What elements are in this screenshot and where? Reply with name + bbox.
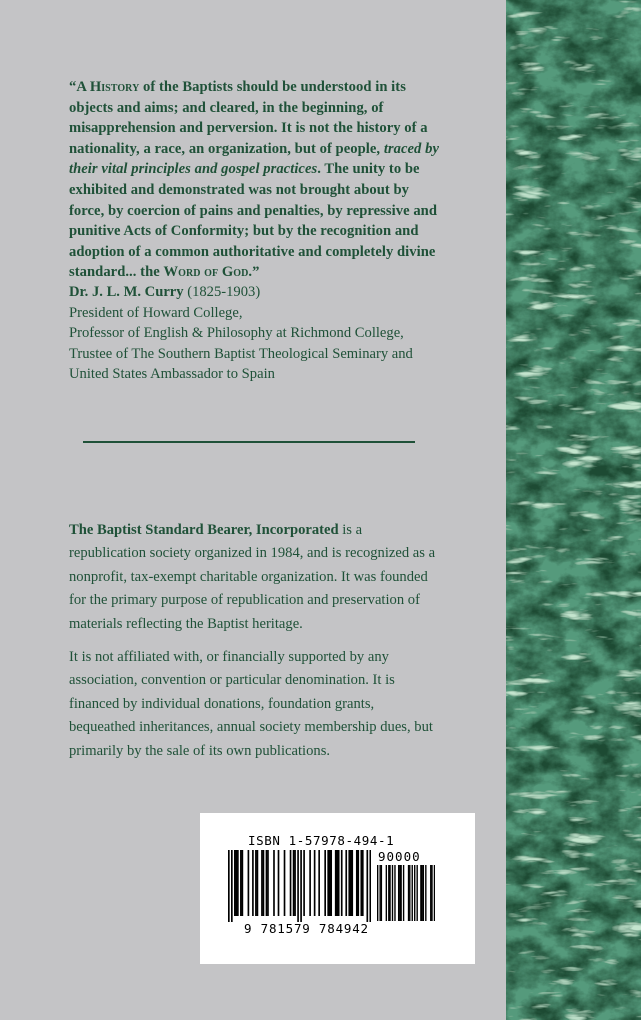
barcode-bar — [240, 850, 242, 916]
barcode-guard-bar — [300, 850, 302, 922]
barcode-bar — [266, 850, 268, 916]
barcode-bar — [290, 850, 292, 916]
ean-barcode-bars — [228, 850, 371, 922]
barcode-bar — [330, 850, 332, 916]
addon-barcode-bar — [400, 865, 401, 921]
marble-spine-strip — [506, 0, 641, 1020]
barcode-bar — [336, 850, 338, 916]
isbn-number: ISBN 1-57978-494-1 — [248, 833, 395, 848]
barcode-bar — [284, 850, 286, 916]
addon-barcode-bar — [430, 865, 431, 921]
barcode-bar — [294, 850, 296, 916]
addon-barcode-bar — [423, 865, 424, 921]
barcode-bar — [318, 850, 320, 916]
barcode-bar — [341, 850, 343, 916]
quote-attribution — [69, 282, 459, 385]
attribution-dates: (1825-1903) — [183, 284, 261, 300]
barcode-guard-bar — [369, 850, 371, 922]
barcode-bar — [267, 850, 269, 916]
barcode-bar — [357, 850, 359, 916]
addon-barcode-bar — [420, 865, 421, 921]
barcode-guard-bar — [228, 850, 230, 922]
attribution-line: United States Ambassador to Spain — [69, 366, 275, 383]
quote-lead-word: A — [76, 79, 90, 95]
barcode-bar — [362, 850, 364, 916]
addon-barcode-bar — [379, 865, 380, 921]
addon-barcode-bar — [381, 865, 382, 921]
addon-barcode-bar — [412, 865, 413, 921]
barcode-bar — [309, 850, 311, 916]
publisher-name: The Baptist Standard Bearer, Incorporated — [69, 522, 339, 538]
barcode-bar — [237, 850, 239, 916]
barcode-bar — [236, 850, 238, 916]
addon-barcode-bar — [408, 865, 409, 921]
addon-barcode-bar — [431, 865, 432, 921]
addon-barcode-bar — [421, 865, 422, 921]
attribution-name: Dr. J. L. M. Curry — [69, 284, 184, 300]
quote-block — [69, 77, 439, 283]
addon-barcode-bar — [388, 865, 389, 921]
quote-close-mark: .” — [248, 264, 260, 281]
addon-barcode-bar — [414, 865, 415, 921]
barcode-bar — [335, 850, 337, 916]
barcode-bar — [356, 850, 358, 916]
barcode-guard-bar — [366, 850, 368, 922]
barcode-bar — [248, 850, 250, 916]
quote-text-part2: . The unity to be exhibited and demonstrated was not brought about by force, by coercion of pains and penalties, by repressive and punitive Acts of Conformity; but by the recognition and adoption of a common authoritative and completely divine standard... the — [69, 161, 437, 281]
barcode-bar — [324, 850, 326, 916]
barcode-bar — [327, 850, 329, 916]
barcode-bar — [351, 850, 353, 916]
addon-barcode-bar — [416, 865, 417, 921]
addon-barcode-bar — [425, 865, 426, 921]
attribution-line: Trustee of The Southern Baptist Theological Seminary and — [69, 345, 413, 362]
quote-history-word: History — [89, 79, 140, 95]
addon-barcode-bar — [398, 865, 399, 921]
publisher-description — [69, 519, 439, 773]
barcode-bar — [242, 850, 244, 916]
attribution-line: President of Howard College, — [69, 304, 243, 321]
about-paragraph-1-text: is a republication society organized in 1984, and is recognized as a nonprofit, tax-exempt charitable organization. It was founded for the primary purpose of republication and preservation of materials reflecting the Baptist heritage. — [69, 522, 436, 632]
barcode-bar — [293, 850, 295, 916]
barcode-bar — [278, 850, 280, 916]
addon-barcode-bar — [403, 865, 404, 921]
quote-text-part1: of the Baptists should be understood in its objects and aims; and cleared, in the beginning, of misapprehension and perversion. It is not the history of a nationality, a race, an organization, but of people, — [69, 79, 428, 157]
quote-open-mark: “ — [69, 79, 77, 95]
barcode-bar — [345, 850, 347, 916]
barcode-guard-bar — [297, 850, 299, 922]
barcode-bar — [263, 850, 265, 916]
about-paragraph-1 — [69, 519, 439, 636]
addon-barcode-bar — [409, 865, 410, 921]
barcode-bar — [303, 850, 305, 916]
addon-barcode-bar — [392, 865, 393, 921]
addon-barcode-bar — [377, 865, 378, 921]
about-paragraph-2: It is not affiliated with, or financially supported by any association, convention or particular denomination. It is financed by individual donations, foundation grants, bequeathed inheritances, annual society membership dues, but primarily by the sale of its own publications. — [69, 649, 433, 759]
barcode-bar — [261, 850, 263, 916]
barcode-guard-bar — [231, 850, 233, 922]
addon-barcode-bar — [399, 865, 400, 921]
addon-barcode-bar — [394, 865, 395, 921]
attribution-name-line — [69, 282, 459, 303]
addon-barcode-bar — [386, 865, 387, 921]
barcode-bar — [273, 850, 275, 916]
addon-barcode-bar — [389, 865, 390, 921]
marble-texture — [506, 0, 641, 1020]
barcode-bar — [252, 850, 254, 916]
addon-barcode-bar — [434, 865, 435, 921]
barcode-bar — [329, 850, 331, 916]
barcode-bar — [234, 850, 236, 916]
isbn-barcode-label — [200, 813, 475, 964]
attribution-line: Professor of English & Philosophy at Richmond College, — [69, 325, 404, 342]
barcode-bar — [350, 850, 352, 916]
barcode-bar — [360, 850, 362, 916]
barcode-bar — [255, 850, 257, 916]
barcode-bar — [257, 850, 259, 916]
ean-digits: 9 781579 784942 — [244, 921, 369, 936]
price-addon-digits: 90000 — [378, 849, 421, 864]
barcode-bar — [338, 850, 340, 916]
barcode-bar — [314, 850, 316, 916]
barcode-bar — [348, 850, 350, 916]
addon-barcode-bars — [377, 865, 435, 921]
divider-rule — [83, 441, 415, 443]
quote-italic-phrase: traced by their vital principles and gospel practices — [69, 140, 439, 178]
quote-word-of-god: Word of God — [163, 264, 249, 281]
